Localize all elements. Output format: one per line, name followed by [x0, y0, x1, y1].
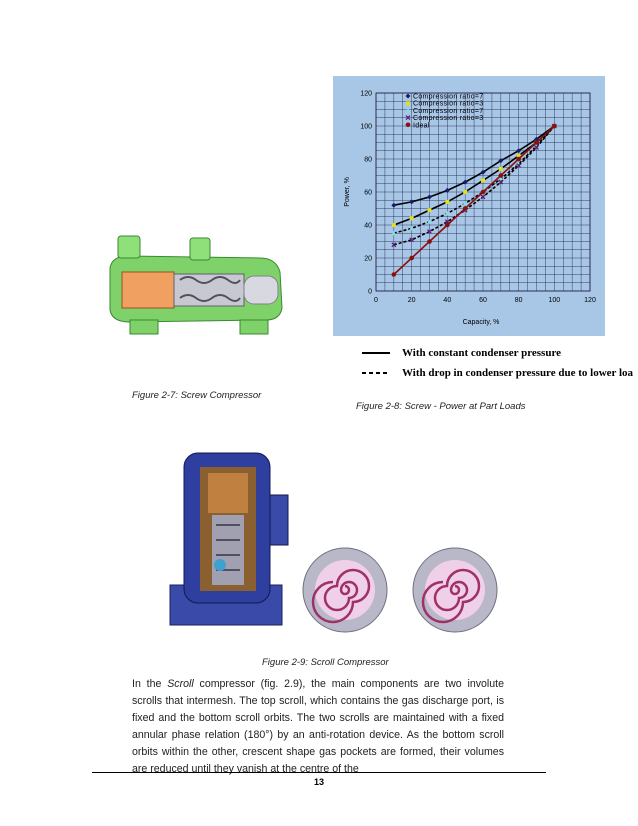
y-tick-label: 0: [368, 288, 372, 296]
data-point: [406, 101, 410, 105]
y-tick-label: 80: [364, 156, 372, 164]
legend-item: [406, 115, 483, 122]
data-point: [552, 124, 557, 129]
legend-label: Ideal: [413, 122, 430, 130]
body-paragraph: [132, 676, 504, 778]
power-figure-caption: Figure 2-8: Screw - Power at Part Loads: [356, 401, 526, 412]
footer-rule: [92, 772, 546, 773]
legend-label: Compression ratio=7: [413, 107, 484, 115]
data-point: [534, 140, 539, 145]
legend-item: [406, 94, 484, 101]
legend-label: Compression ratio=3: [413, 115, 484, 123]
data-point: [406, 123, 411, 128]
data-point: [445, 200, 449, 204]
data-point: [445, 223, 450, 228]
x-tick-label: 0: [374, 297, 378, 304]
data-point: [392, 272, 397, 277]
power-part-load-chart: [333, 76, 605, 336]
y-axis-label: Power, %: [344, 177, 351, 207]
data-point: [428, 208, 432, 212]
y-tick-label: 100: [360, 123, 372, 131]
screw-figure-caption: Figure 2-7: Screw Compressor: [132, 390, 262, 401]
body-text: compressor (fig. 2.9), the main components are two involute scrolls that intermesh. The top scroll, which contains the gas discharge port, is fixed and the bottom scroll orbits. The two scrolls are maintained with a fixed annular phase relation (180°) by an anti-rotation device. As the bottom scroll orbits within the other, crescent shape gas pockets are formed, their volumes are reduced until they vanish at the centre of the: [132, 678, 504, 775]
y-tick-label: 40: [364, 222, 372, 230]
scroll-compressor-image: [160, 445, 520, 645]
page-number: 13: [313, 777, 324, 787]
solid-line-label: With constant condenser pressure: [402, 347, 562, 359]
dashed-line-label: With drop in condenser pressure due to lower loa: [402, 367, 634, 379]
data-point: [409, 256, 414, 261]
legend-label: Compression ratio=3: [413, 100, 484, 108]
x-tick-label: 20: [407, 297, 416, 304]
y-tick-label: 20: [364, 255, 372, 263]
x-tick-label: 40: [443, 297, 452, 304]
data-point: [499, 167, 503, 171]
data-point: [463, 190, 467, 194]
data-point: [481, 190, 486, 195]
x-axis-label: Capacity, %: [462, 319, 500, 326]
body-prefix: In the: [132, 678, 168, 690]
x-tick-label: 120: [584, 297, 596, 304]
legend-item: [406, 108, 484, 115]
screw-compressor-image: [100, 228, 300, 346]
data-point: [392, 223, 396, 227]
y-tick-label: 60: [364, 189, 372, 197]
x-tick-label: 100: [548, 297, 561, 304]
data-point: [463, 206, 468, 211]
data-point: [499, 173, 504, 178]
data-point: [481, 178, 485, 182]
y-tick-label: 120: [360, 90, 372, 98]
data-point: [410, 216, 414, 220]
data-point: [427, 239, 432, 244]
data-point: [516, 157, 521, 162]
x-tick-label: 80: [514, 297, 523, 304]
x-tick-label: 60: [479, 297, 487, 304]
legend-item: [406, 101, 483, 108]
legend-label: Compression ratio=7: [413, 93, 484, 101]
body-term: Scroll: [167, 678, 194, 690]
scroll-figure-caption: Figure 2-9: Scroll Compressor: [262, 657, 389, 668]
